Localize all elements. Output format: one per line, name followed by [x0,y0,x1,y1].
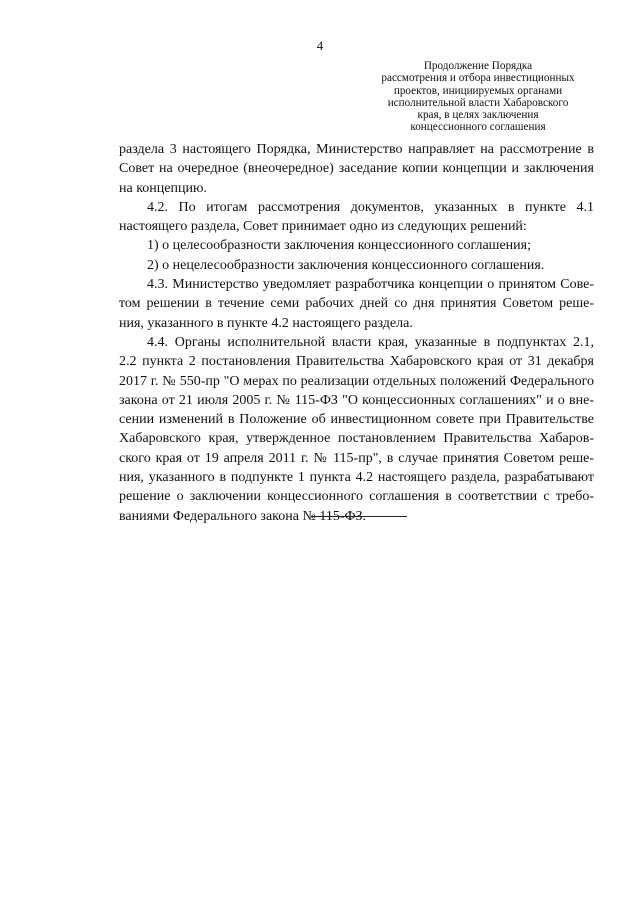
text-line: 2) о нецелесообразности заключения концессионного соглашения. [147,257,545,273]
text-line: 2.2 пункта 2 постановления Правительства Хабаровского края от 31 декабря [119,354,594,370]
text-line: сении изменений в Положение об инвестиционном совете при Правительстве [119,412,594,428]
text-line: 4.2. По итогам рассмотрения документов, указанных в пункте 4.1 [147,199,594,215]
text-line: закона от 21 июля 2005 г. № 115-ФЗ "О концессионных соглашениях" и о вне- [119,392,594,408]
text-line: на концепцию. [119,180,207,196]
header-note-line: концессионного соглашения [410,121,546,134]
text-line: решение о заключении концессионного соглашения в соответствии с требо- [119,489,594,505]
end-separator-line [311,516,407,517]
text-line: ваниями Федерального закона № 115-ФЗ. [119,508,367,524]
body-text [119,140,594,526]
text-line: настоящего раздела, Совет принимает одно из следующих решений: [119,219,527,235]
text-line: раздела 3 настоящего Порядка, Министерство направляет на рассмотрение в [119,142,594,157]
header-note-line: края, в целях заключения [417,109,539,122]
text-line: ния, указанного в пункте 4.2 настоящего раздела. [119,315,413,331]
text-line: 4.3. Министерство уведомляет разработчика концепции о принятом Сове- [147,277,594,293]
text-line: 1) о целесообразности заключения концессионного соглашения; [147,238,531,254]
header-note-line: рассмотрения и отбора инвестиционных [381,72,575,85]
text-line: Хабаровского края, утвержденное постановлением Правительства Хабаров- [119,431,594,447]
page-number: 4 [316,38,324,53]
header-note [362,60,594,134]
text-line: ния, указанного в подпункте 1 пункта 4.2 настоящего раздела, разрабатывают [119,470,594,486]
text-line: том решении в течение семи рабочих дней со дня принятия Советом реше- [119,296,594,312]
text-line: ского края от 19 апреля 2011 г. № 115-пр", в случае принятия Советом реше- [119,450,594,466]
header-note-line: проектов, инициируемых органами [393,84,563,97]
text-line: Совет на очередное (внеочередное) заседание копии концепции и заключения [119,161,594,177]
text-line: 4.4. Органы исполнительной власти края, указанные в подпунктах 2.1, [147,334,594,350]
header-note-line: исполнительной власти Хабаровского [387,96,569,109]
text-line: 2017 г. № 550-пр "О мерах по реализации отдельных положений Федерального [119,373,594,389]
header-note-line: Продолжение Порядка [423,60,533,72]
